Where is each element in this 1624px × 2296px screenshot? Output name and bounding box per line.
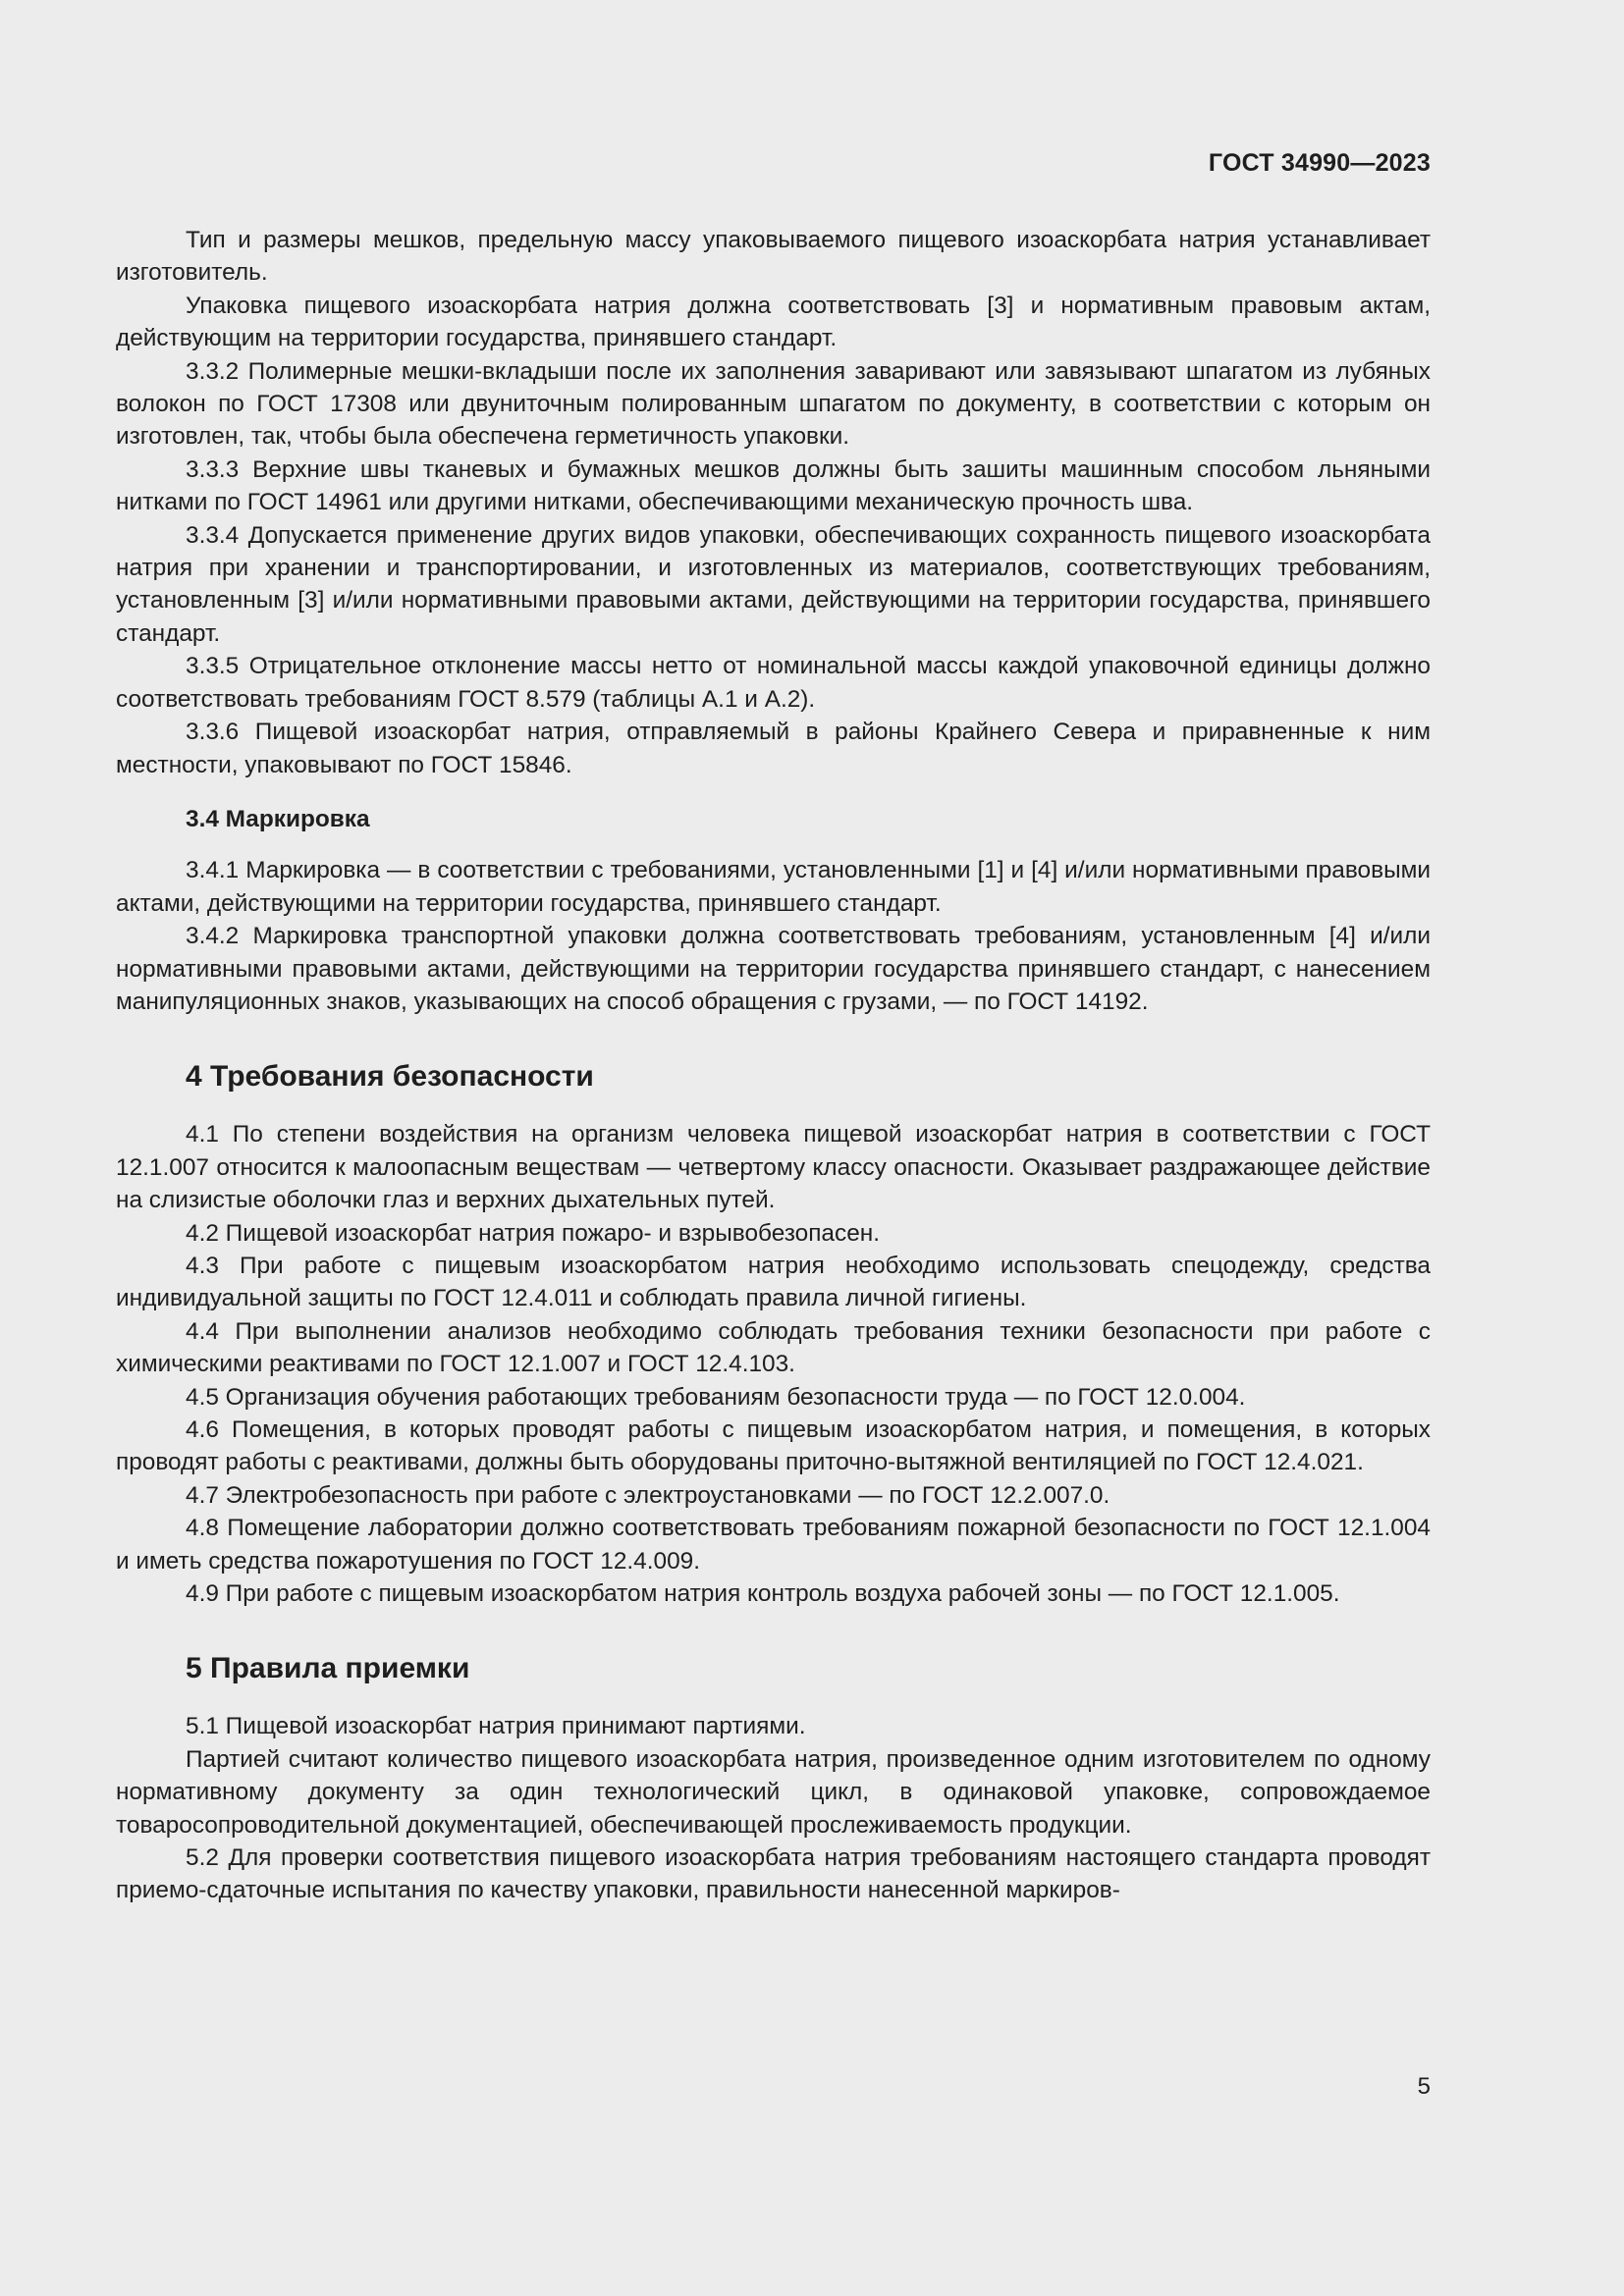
- clause-3-3-6: 3.3.6 Пищевой изоаскорбат натрия, отправляемый в районы Крайнего Севера и приравненные к ним местности, упаковывают по ГОСТ 15846.: [116, 719, 1431, 778]
- document-code: ГОСТ 34990—2023: [1208, 149, 1431, 177]
- clause-4-8: 4.8 Помещение лаборатории должно соответствовать требованиям пожарной безопасности по ГОСТ 12.1.004 и иметь средства пожаротушения по ГОСТ 12.4.009.: [116, 1515, 1431, 1575]
- paragraph: Упаковка пищевого изоаскорбата натрия должна соответствовать [3] и нормативным правовым актам, действующим на территории государства, принявшего стандарт.: [116, 292, 1431, 352]
- clause-3-3-3: 3.3.3 Верхние швы тканевых и бумажных мешков должны быть зашиты машинным способом льняными нитками по ГОСТ 14961 или другими нитками, обеспечивающими механическую прочность шва.: [116, 455, 1431, 516]
- clause-4-1: 4.1 По степени воздействия на организм человека пищевой изоаскорбат натрия в соответствии с ГОСТ 12.1.007 относится к малоопасным веществам — четвертому классу опасности. Оказывает раздражающее действие на слизистые оболочки глаз и верхних дыхательных путей.: [116, 1121, 1431, 1214]
- clause-3-3-5: 3.3.5 Отрицательное отклонение массы нетто от номинальной массы каждой упаковочной единицы должно соответствовать требованиям ГОСТ 8.579 (таблицы А.1 и А.2).: [116, 653, 1431, 713]
- page-number: 5: [1417, 2073, 1431, 2100]
- clause-4-3: 4.3 При работе с пищевым изоаскорбатом натрия необходимо использовать спецодежду, средства индивидуальной защиты по ГОСТ 12.4.011 и соблюдать правила личной гигиены.: [116, 1252, 1431, 1312]
- paragraph: Тип и размеры мешков, предельную массу упаковываемого пищевого изоаскорбата натрия устанавливает изготовитель.: [116, 227, 1431, 287]
- clause-4-7: 4.7 Электробезопасность при работе с электроустановками — по ГОСТ 12.2.007.0.: [186, 1481, 1110, 1509]
- clause-4-4: 4.4 При выполнении анализов необходимо соблюдать требования техники безопасности при работе с химическими реактивами по ГОСТ 12.1.007 и ГОСТ 12.4.103.: [116, 1317, 1431, 1378]
- clause-3-4-2: 3.4.2 Маркировка транспортной упаковки должна соответствовать требованиям, установленным [4] и/или нормативными правовыми актами, действующими на территории государства принявшего стандарт, с нанесением манипуляционных знаков, указывающих на способ обращения с грузами, — по ГОСТ 14192.: [116, 923, 1431, 1015]
- clause-5-2: 5.2 Для проверки соответствия пищевого изоаскорбата натрия требованиям настоящего стандарта проводят приемо-сдаточные испытания по качеству упаковки, правильности нанесенной маркиров-: [116, 1844, 1431, 1904]
- paragraph: Партией считают количество пищевого изоаскорбата натрия, произведенное одним изготовителем по одному нормативному документу за один технологический цикл, в одинаковой упаковке, сопровождаемое товаросопроводительной документацией, обеспечивающей прослеживаемость продукции.: [116, 1745, 1431, 1839]
- clause-4-9: 4.9 При работе с пищевым изоаскорбатом натрия контроль воздуха рабочей зоны — по ГОСТ 12.1.005.: [186, 1580, 1340, 1608]
- section-heading-4: 4 Требования безопасности: [186, 1060, 594, 1094]
- clause-5-1: 5.1 Пищевой изоаскорбат натрия принимают партиями.: [186, 1713, 806, 1740]
- clause-3-3-2: 3.3.2 Полимерные мешки-вкладыши после их заполнения заваривают или завязывают шпагатом из лубяных волокон по ГОСТ 17308 или двуниточным полированным шпагатом по документу, в соответствии с которым он изготовлен, так, чтобы была обеспечена герметичность упаковки.: [116, 357, 1431, 451]
- subsection-heading-3-4: 3.4 Маркировка: [186, 805, 370, 832]
- clause-4-5: 4.5 Организация обучения работающих требованиям безопасности труда — по ГОСТ 12.0.004.: [186, 1383, 1246, 1411]
- section-heading-5: 5 Правила приемки: [186, 1652, 470, 1685]
- clause-4-2: 4.2 Пищевой изоаскорбат натрия пожаро- и взрывобезопасен.: [186, 1219, 881, 1247]
- clause-4-6: 4.6 Помещения, в которых проводят работы с пищевым изоаскорбатом натрия, и помещения, в которых проводят работы с реактивами, должны быть оборудованы приточно-вытяжной вентиляцией по ГОСТ 12.4.021.: [116, 1416, 1431, 1476]
- clause-3-4-1: 3.4.1 Маркировка — в соответствии с требованиями, установленными [1] и [4] и/или нормативными правовыми актами, действующими на территории государства, принявшего стандарт.: [116, 857, 1431, 917]
- clause-3-3-4: 3.3.4 Допускается применение других видов упаковки, обеспечивающих сохранность пищевого изоаскорбата натрия при хранении и транспортировании, и изготовленных из материалов, соответствующих требованиям, установленным [3] и/или нормативными правовыми актами, действующими на территории государства, принявшего стандарт.: [116, 521, 1431, 647]
- page-content: [116, 224, 1431, 1907]
